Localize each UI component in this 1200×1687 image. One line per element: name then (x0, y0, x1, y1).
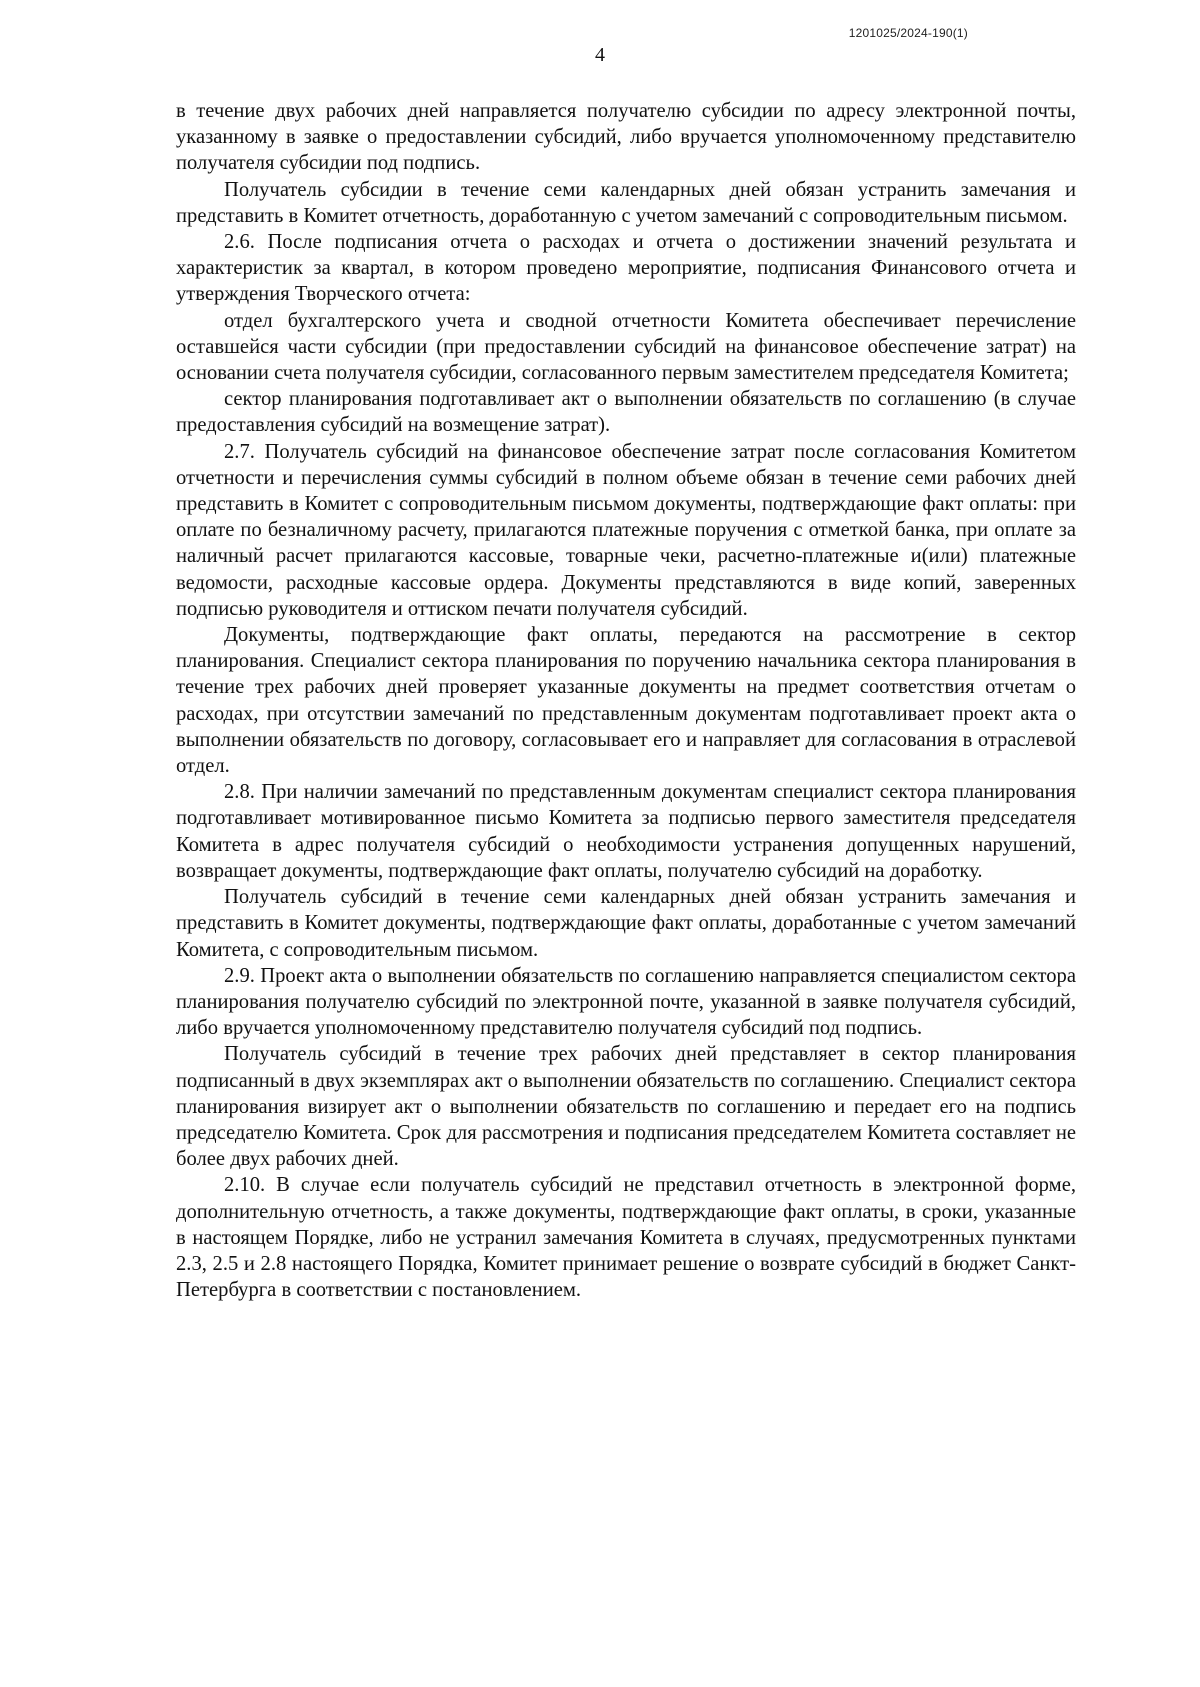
paragraph: Получатель субсидии в течение семи календарных дней обязан устранить замечания и представить в Комитет отчетность, доработанную с учетом замечаний с сопроводительным письмом. (176, 178, 1076, 227)
paragraph: Получатель субсидий в течение трех рабочих дней представляет в сектор планирования подписанный в двух экземплярах акт о выполнении обязательств по соглашению. Специалист сектора планирования визирует акт о выполнении обязательств по соглашению и передает его на подпись председателю Комитета. Срок для рассмотрения и подписания председателем Комитета составляет не более двух рабочих дней. (176, 1043, 1076, 1171)
paragraph-clause-2-10: 2.10. В случае если получатель субсидий не представил отчетность в электронной форме, дополнительную отчетность, а также документы, подтверждающие факт оплаты, в сроки, указанные в настоящем Порядке, либо не устранил замечания Комитета в случаях, предусмотренных пунктами 2.3, 2.5 и 2.8 настоящего Порядка, Комитет принимает решение о возврате субсидий в бюджет Санкт-Петербурга в соответствии с постановлением. (176, 1174, 1076, 1302)
paragraph-clause-2-6: 2.6. После подписания отчета о расходах и отчета о достижении значений результата и характеристик за квартал, в котором проведено мероприятие, подписания Финансового отчета и утверждения Творческого отчета: (176, 231, 1076, 306)
paragraph-continuation: в течение двух рабочих дней направляется получателю субсидии по адресу электронной почты, указанному в заявке о предоставлении субсидий, либо вручается уполномоченному представителю получателя субсидии под подпись. (176, 100, 1076, 175)
paragraph: Документы, подтверждающие факт оплаты, передаются на рассмотрение в сектор планирования. Специалист сектора планирования по поручению начальника сектора планирования в течение трех рабочих дней проверяет указанные документы на предмет соответствия отчетам о расходах, при отсутствии замечаний по представленным документам подготавливает проект акта о выполнении обязательств по договору, согласовывает его и направляет для согласования в отраслевой отдел. (176, 624, 1076, 778)
paragraph-clause-2-9: 2.9. Проект акта о выполнении обязательств по соглашению направляется специалистом сектора планирования получателю субсидий по электронной почте, указанной в заявке получателя субсидий, либо вручается уполномоченному представителю получателя субсидий под подпись. (176, 964, 1076, 1040)
paragraph: Получатель субсидий в течение семи календарных дней обязан устранить замечания и представить в Комитет документы, подтверждающие факт оплаты, доработанные с учетом замечаний Комитета, с сопроводительным письмом. (176, 886, 1076, 961)
paragraph-clause-2-7: 2.7. Получатель субсидий на финансовое обеспечение затрат после согласования Комитетом отчетности и перечисления суммы субсидий в полном объеме обязан в течение семи рабочих дней представить в Комитет с сопроводительным письмом документы, подтверждающие факт оплаты: при оплате по безналичному расчету, прилагаются платежные поручения с отметкой банка, при оплате за наличный расчет прилагаются кассовые, товарные чеки, расчетно-платежные и(или) платежные ведомости, расходные кассовые ордера. Документы представляются в виде копий, заверенных подписью руководителя и оттиском печати получателя субсидий. (176, 440, 1076, 620)
paragraph-clause-2-8: 2.8. При наличии замечаний по представленным документам специалист сектора планирования подготавливает мотивированное письмо Комитета за подписью первого заместителя председателя Комитета в адрес получателя субсидий о необходимости устранения допущенных нарушений, возвращает документы, подтверждающие факт оплаты, получателю субсидий на доработку. (176, 781, 1076, 882)
page-number: 4 (595, 44, 605, 66)
paragraph: отдел бухгалтерского учета и сводной отчетности Комитета обеспечивает перечисление оставшейся части субсидии (при предоставлении субсидий на финансовое обеспечение затрат) на основании счета получателя субсидии, согласованного первым заместителем председателя Комитета; (176, 309, 1076, 385)
paragraph: сектор планирования подготавливает акт о выполнении обязательств по соглашению (в случае предоставления субсидий на возмещение затрат). (176, 388, 1076, 437)
document-registration-number: 1201025/2024-190(1) (848, 26, 968, 40)
document-body (176, 98, 1076, 1303)
